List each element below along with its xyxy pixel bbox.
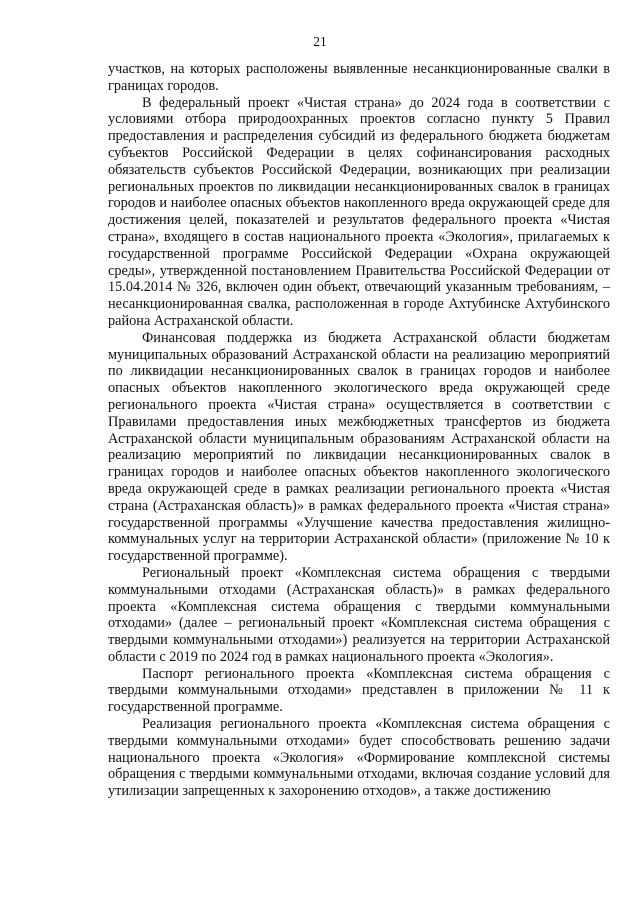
paragraph-regional-project: Региональный проект «Комплексная система обращения с твердыми коммунальными отходами (Астраханская область)» в рамках федерального проекта «Комплексная система обращения с твердыми коммунальными отходами» (далее – региональный проект «Комплексная система обращения с твердыми коммунальными отходами») реализуется на территории Астраханской области с 2019 по 2024 год в рамках национального проекта «Экология». xyxy=(108,564,610,665)
document-body xyxy=(108,61,610,800)
paragraph-project-passport: Паспорт регионального проекта «Комплексная система обращения с твердыми коммунальными отходами» представлен в приложении № 11 к государственной программе. xyxy=(108,665,610,716)
page-number: 21 xyxy=(313,34,327,49)
paragraph-continuation: участков, на которых расположены выявленные несанкционированные свалки в границах городов. xyxy=(108,61,610,94)
paragraph-financial-support: Финансовая поддержка из бюджета Астраханской области бюджетам муниципальных образований Астраханской области на реализацию мероприятий по ликвидации несанкционированных свалок в границах городов и наиболее опасных объектов накопленного экологического вреда окружающей среде регионального проекта «Чистая страна» осуществляется в соответствии с Правилами предоставления иных межбюджетных трансфертов из бюджета Астраханской области муниципальным образованиям Астраханской области на реализацию мероприятий по ликвидации несанкционированных свалок в границах городов и наиболее опасных объектов накопленного экологического вреда окружающей среде в рамках реализации регионального проекта «Чистая страна (Астраханская область)» в рамках федерального проекта «Чистая страна» государственной программы «Улучшение качества предоставления жилищно-коммунальных услуг на территории Астраханской области» (приложение № 10 к государственной программе). xyxy=(108,329,610,565)
paragraph-federal-project: В федеральный проект «Чистая страна» до 2024 года в соответствии с условиями отбора природоохранных проектов согласно пункту 5 Правил предоставления и распределения субсидий из федерального бюджета бюджетам субъектов Российской Федерации в целях софинансирования расходных обязательств субъектов Российской Федерации, возникающих при реализации региональных проектов по ликвидации несанкционированных свалок в границах городов и наиболее опасных объектов накопленного вреда окружающей среде для достижения целей, показателей и результатов федерального проекта «Чистая страна», входящего в состав национального проекта «Экология», прилагаемых к государственной программе Российской Федерации «Охрана окружающей среды», утвержденной постановлением Правительства Российской Федерации от 15.04.2014 № 326, включен один объект, отвечающий указанным требованиям, – несанкционированная свалка, расположенная в городе Ахтубинске Ахтубинского района Астраханской области. xyxy=(108,94,610,329)
paragraph-implementation: Реализация регионального проекта «Комплексная система обращения с твердыми коммунальными отходами» будет способствовать решению задачи национального проекта «Экология» «Формирование комплексной системы обращения с твердыми коммунальными отходами, включая создание условий для утилизации запрещенных к захоронению отходов», а также достижению xyxy=(108,716,610,800)
